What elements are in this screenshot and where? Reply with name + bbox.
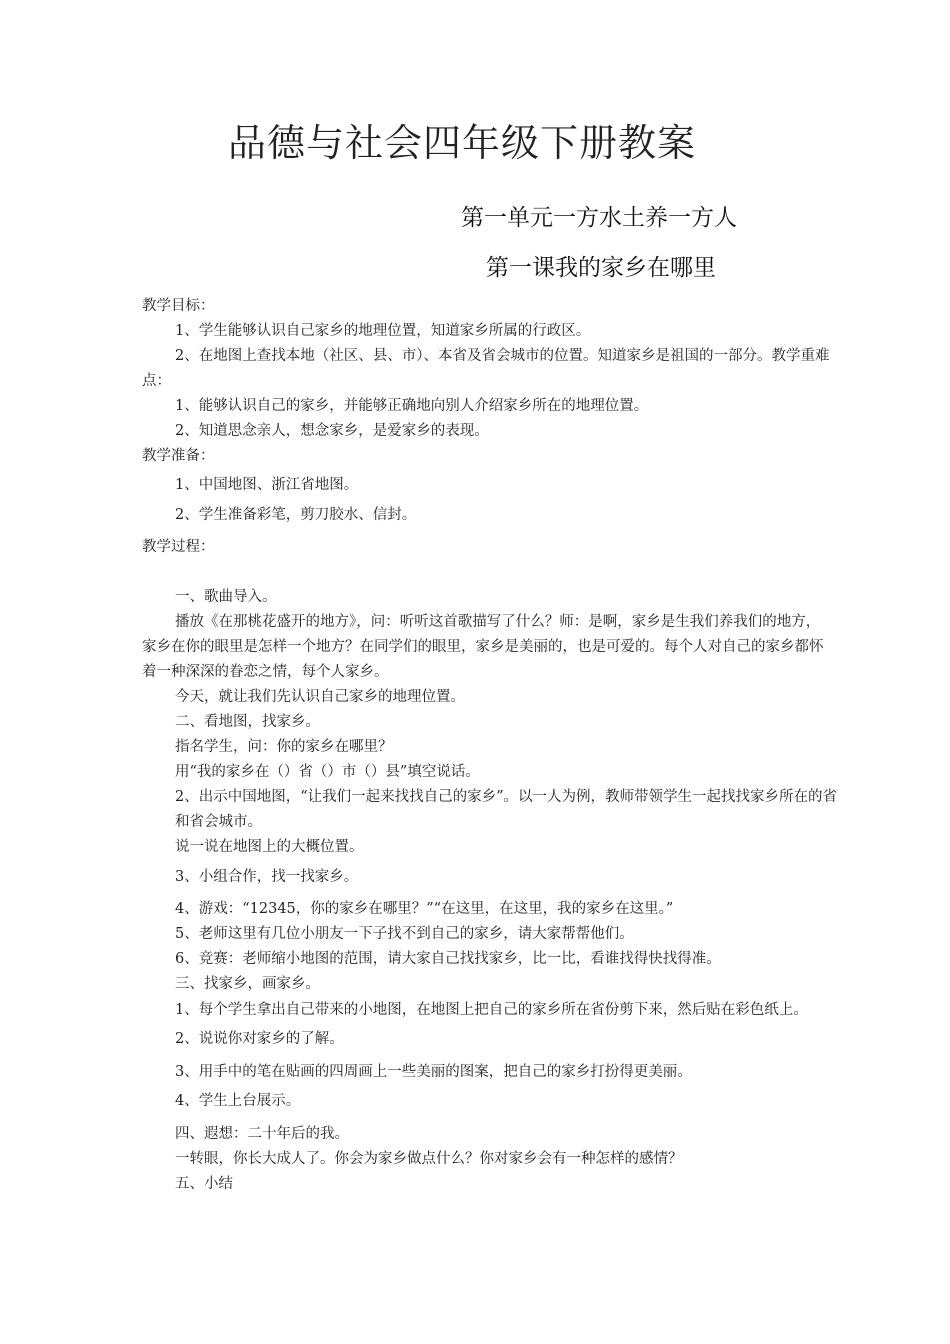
text-line: 说一说在地图上的大概位置。 [175, 839, 364, 855]
text-line: 2、知道思念亲人，想念家乡，是爱家乡的表现。 [175, 423, 489, 439]
text-line: 1、能够认识自己的家乡，并能够正确地向别人介绍家乡所在的地理位置。 [175, 398, 649, 414]
text-line: 1、中国地图、浙江省地图。 [175, 477, 359, 493]
text-line: 3、用手中的笔在贴画的四周画上一些美丽的图案，把自己的家乡打扮得更美丽。 [175, 1064, 692, 1080]
section-heading-process: 教学过程： [142, 539, 215, 555]
text-line: 2、出示中国地图，“让我们一起来找找自己的家乡”。以一人为例，教师带领学生一起找找家乡所在的省 [175, 789, 838, 805]
text-line: 2、在地图上查找本地（社区、县、市）、本省及省会城市的位置。知道家乡是祖国的一部分。教学重难 [175, 348, 830, 364]
section-heading-objectives: 教学目标： [142, 298, 215, 314]
text-line: 6、竞赛：老师缩小地图的范围，请大家自己找找家乡，比一比，看谁找得快找得准。 [175, 951, 721, 967]
text-line: 四、遐想：二十年后的我。 [175, 1126, 349, 1142]
text-line: 和省会城市。 [175, 814, 262, 830]
text-line: 三、找家乡，画家乡。 [175, 976, 320, 992]
text-line: 用“我的家乡在（）省（）市（）县”填空说话。 [175, 764, 480, 780]
text-line: 5、老师这里有几位小朋友一下子找不到自己的家乡，请大家帮帮他们。 [175, 926, 634, 942]
text-line: 3、小组合作，找一找家乡。 [175, 869, 359, 885]
text-line: 五、小结 [175, 1176, 233, 1192]
unit-heading: 第一单元一方水土养一方人 [461, 205, 737, 231]
text-line: 2、说说你对家乡的了解。 [175, 1031, 344, 1047]
text-line: 二、看地图，找家乡。 [175, 714, 320, 730]
document-title: 品德与社会四年级下册教案 [228, 121, 697, 165]
text-line: 指名学生，问：你的家乡在哪里？ [175, 739, 393, 755]
text-line: 点： [142, 373, 171, 389]
text-line: 播放《在那桃花盛开的地方》，问：听听这首歌描写了什么？师：是啊，家乡是生我们养我们的地方， [175, 614, 821, 630]
text-line: 一转眼，你长大成人了。你会为家乡做点什么？你对家乡会有一种怎样的感情？ [175, 1151, 683, 1167]
text-line: 4、游戏：“12345，你的家乡在哪里？”“在这里，在这里，我的家乡在这里。” [175, 901, 674, 917]
text-line: 1、每个学生拿出自己带来的小地图，在地图上把自己的家乡所在省份剪下来，然后贴在彩色纸上。 [175, 1002, 808, 1018]
text-line: 家乡在你的眼里是怎样一个地方？在同学们的眼里，家乡是美丽的，也是可爱的。每个人对自己的家乡都怀 [142, 639, 824, 655]
text-line: 2、学生准备彩笔，剪刀胶水、信封。 [175, 507, 417, 523]
section-heading-preparation: 教学准备： [142, 448, 215, 464]
lesson-heading: 第一课我的家乡在哪里 [486, 255, 716, 281]
text-line: 4、学生上台展示。 [175, 1093, 301, 1109]
text-line: 1、学生能够认识自己家乡的地理位置，知道家乡所属的行政区。 [175, 323, 591, 339]
text-line: 着一种深深的眷恋之情，每个人家乡。 [142, 664, 389, 680]
text-line: 今天，就让我们先认识自己家乡的地理位置。 [175, 689, 465, 705]
text-line: 一、歌曲导入。 [175, 589, 277, 605]
